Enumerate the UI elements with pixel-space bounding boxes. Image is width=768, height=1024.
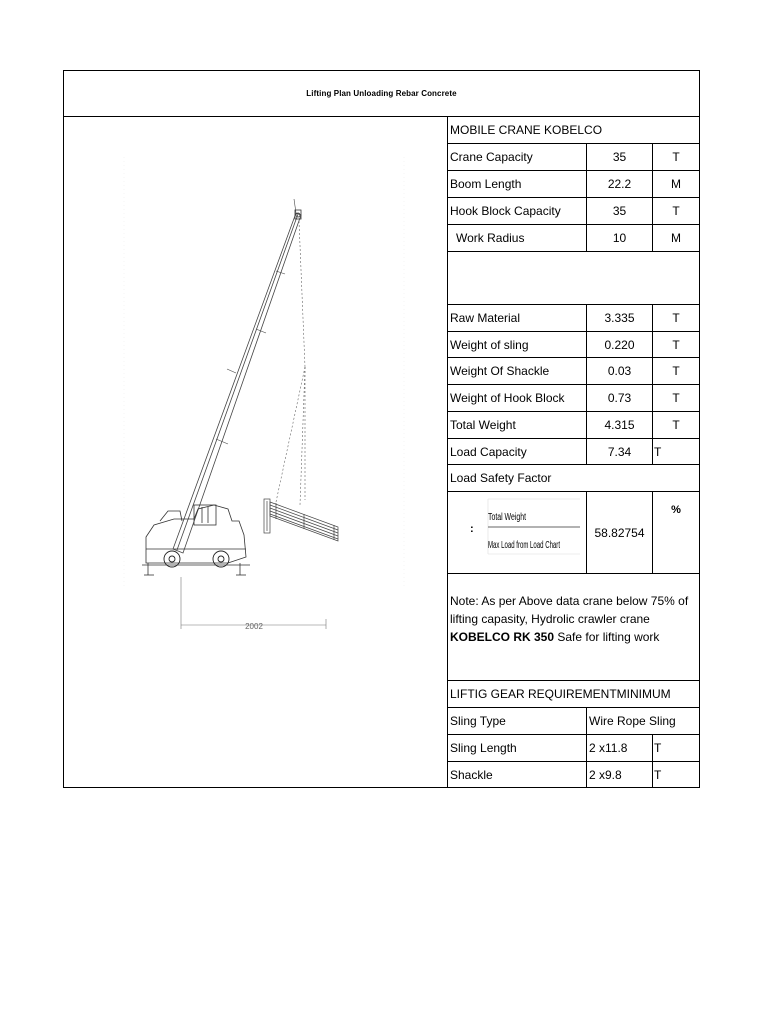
table-row <box>448 171 699 198</box>
radius-dimension-label: 2002 <box>245 622 263 631</box>
row-label: Shackle <box>448 762 587 788</box>
gear-header-row <box>448 681 699 708</box>
safety-factor-unit: % <box>671 504 681 516</box>
row-value: 7.34 <box>587 439 653 464</box>
table-row <box>448 225 699 252</box>
table-row <box>448 762 699 788</box>
note-text-part-2: Safe for lifting work <box>554 630 660 644</box>
note-row <box>448 574 699 681</box>
note-crane-model: KOBELCO RK 350 <box>450 630 555 644</box>
row-value: 0.03 <box>587 358 653 384</box>
formula-numerator: Total Weight <box>488 512 527 523</box>
table-row <box>448 385 699 412</box>
row-unit: T <box>672 150 680 164</box>
row-unit: T <box>654 444 662 459</box>
row-unit: T <box>672 311 680 325</box>
blank-row <box>448 252 699 305</box>
row-label: Crane Capacity <box>448 144 587 170</box>
table-row <box>448 305 699 332</box>
table-row <box>448 144 699 171</box>
table-row <box>448 358 699 385</box>
crane-boom <box>173 199 301 553</box>
row-label: Weight of sling <box>448 332 587 357</box>
rebar-load <box>264 499 338 541</box>
row-value: 2 x11.8 <box>587 735 653 761</box>
row-label: Sling Type <box>448 708 587 734</box>
formula-prefix: : <box>470 523 474 535</box>
sheet-title: Lifting Plan Unloading Rebar Concrete <box>64 71 699 117</box>
row-label: Boom Length <box>448 171 587 197</box>
row-value: 35 <box>587 198 653 224</box>
note-text-part-1: Note: As per Above data crane below 75% of lifting capasity, Hydrolic crawler crane <box>450 594 689 626</box>
row-label: Sling Length <box>448 735 587 761</box>
formula-svg <box>450 492 586 572</box>
crane-header: MOBILE CRANE KOBELCO <box>450 123 603 137</box>
table-row <box>448 735 699 762</box>
formula-denominator: Max Load from Load Chart <box>488 540 561 551</box>
safety-factor-label: Load Safety Factor <box>450 471 552 485</box>
row-unit: M <box>671 177 681 191</box>
row-unit: T <box>654 768 662 782</box>
table-row <box>448 708 699 735</box>
lifting-plan-sheet <box>63 70 700 788</box>
crane-drawing <box>64 117 448 787</box>
note-text <box>448 574 699 680</box>
crane-drawing-svg <box>64 117 448 787</box>
row-unit: T <box>672 418 680 432</box>
row-unit: T <box>672 204 680 218</box>
row-value: 3.335 <box>587 305 653 331</box>
row-label: Raw Material <box>448 305 587 331</box>
table-row <box>448 198 699 225</box>
gear-header: LIFTIG GEAR REQUIREMENTMINIMUM <box>450 687 671 701</box>
table-row <box>448 332 699 358</box>
row-value: 22.2 <box>587 171 653 197</box>
safety-factor-formula <box>448 492 587 573</box>
row-value: 4.315 <box>587 412 653 438</box>
row-unit: T <box>654 741 662 755</box>
table-row <box>448 412 699 439</box>
row-label: Hook Block Capacity <box>448 198 587 224</box>
row-value: Wire Rope Sling <box>589 714 676 728</box>
row-value: 2 x9.8 <box>587 762 653 788</box>
row-label: Work Radius <box>448 225 587 251</box>
row-unit: T <box>672 364 680 378</box>
row-label: Load Capacity <box>448 439 587 464</box>
row-value: 35 <box>587 144 653 170</box>
safety-factor-value: 58.82754 <box>587 492 653 573</box>
crane-header-row <box>448 117 699 144</box>
row-value: 10 <box>587 225 653 251</box>
row-unit: M <box>671 231 681 245</box>
row-unit: T <box>672 391 680 405</box>
table-row <box>448 439 699 465</box>
row-label: Weight Of Shackle <box>448 358 587 384</box>
crane-wheels <box>164 551 229 567</box>
row-label: Weight of Hook Block <box>448 385 587 411</box>
row-value: 0.220 <box>587 332 653 357</box>
row-label: Total Weight <box>448 412 587 438</box>
row-unit: T <box>672 337 680 352</box>
safety-factor-label-row <box>448 465 699 492</box>
safety-factor-formula-row <box>448 492 699 574</box>
row-value: 0.73 <box>587 385 653 411</box>
